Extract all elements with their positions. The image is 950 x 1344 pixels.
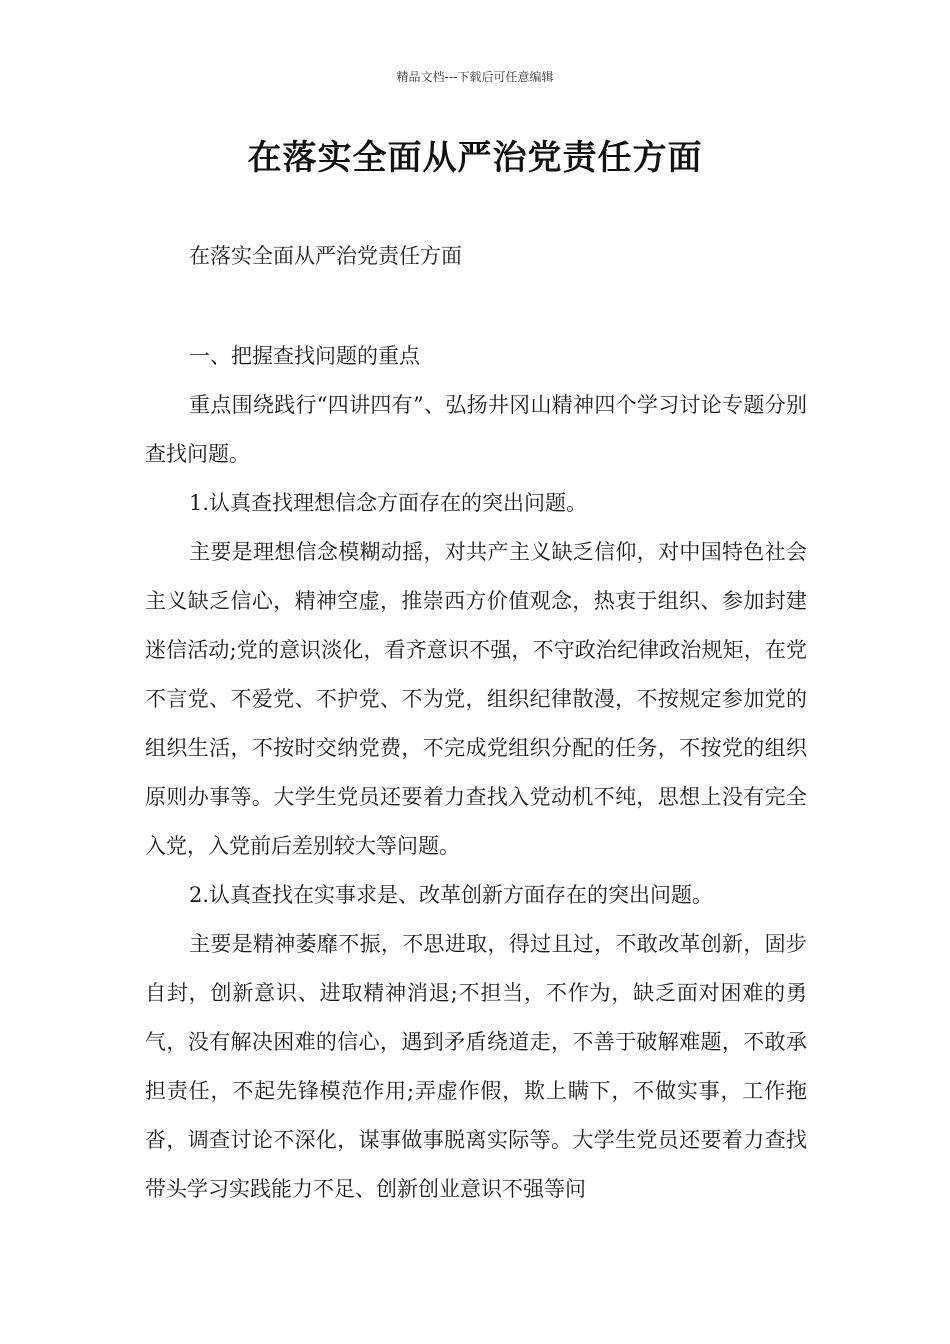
document-title: 在落实全面从严治党责任方面 xyxy=(247,138,703,178)
page-header-note: 精品文档---下载后可任意编辑 xyxy=(396,70,554,84)
body-paragraph: 重点围绕践行“四讲四有”、弘扬井冈山精神四个学习讨论专题分别查找问题。 xyxy=(145,393,807,466)
body-paragraph: 主要是精神萎靡不振，不思进取，得过且过，不敢改革创新，固步自封，创新意识、进取精神消退;不担当，不作为，缺乏面对困难的勇气，没有解决困难的信心，遇到矛盾绕道走，不善于破解难题，不敢承担责任，不起先锋模范作用;弄虚作假，欺上瞒下，不做实事，工作拖沓，调查讨论不深化，谋事做事脱离实际等。大学生党员还要着力查找带头学习实践能力不足、创新创业意识不强等问 xyxy=(145,932,807,1201)
document-body xyxy=(145,232,807,1214)
numbered-item-heading: 2.认真查找在实事求是、改革创新方面存在的突出问题。 xyxy=(189,883,714,907)
subtitle-paragraph: 在落实全面从严治党责任方面 xyxy=(189,244,462,268)
section-heading: 一、把握查找问题的重点 xyxy=(189,344,420,368)
numbered-item-heading: 1.认真查找理想信念方面存在的突出问题。 xyxy=(189,491,588,515)
body-paragraph: 主要是理想信念模糊动摇，对共产主义缺乏信仰，对中国特色社会主义缺乏信心，精神空虚，推崇西方价值观念，热衷于组织、参加封建迷信活动;党的意识淡化，看齐意识不强，不守政治纪律政治规矩，在党不言党、不爱党、不护党、不为党，组织纪律散漫，不按规定参加党的组织生活，不按时交纳党费，不完成党组织分配的任务，不按党的组织原则办事等。大学生党员还要着力查找入党动机不纯，思想上没有完全入党，入党前后差别较大等问题。 xyxy=(145,540,807,858)
spacer xyxy=(145,281,807,332)
